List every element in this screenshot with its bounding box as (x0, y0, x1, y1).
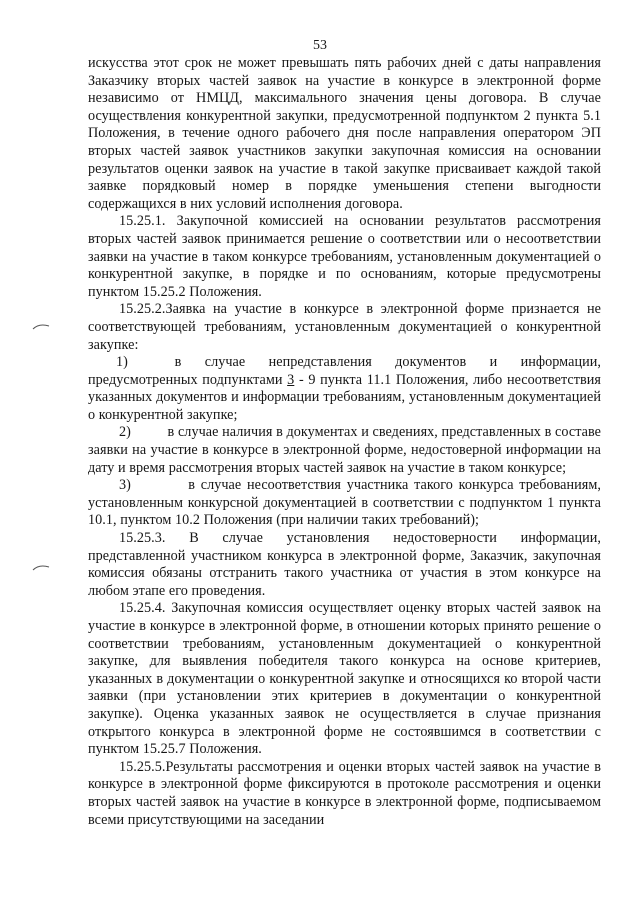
margin-pencil-mark (32, 322, 50, 330)
paragraph-15-25-4: 15.25.4. Закупочная комиссия осуществляет оценку вторых частей заявок на участие в конкурсе в электронной форме, в отношении которых принято решение о соответствии требованиям, установленным документацией о конкурентной закупке, для выявления победителя такого конкурса на основе критериев, указанных в документации о конкурентной закупке и относящихся ко второй части заявки (при установлении этих критериев в документации о конкурентной закупке). Оценка указанных заявок не осуществляется в случае признания открытого конкурса в электронной форме не состоявшимся в соответствии с пунктом 15.25.7 Положения. (88, 600, 601, 758)
margin-mark-stroke (32, 563, 50, 571)
list-item-1-text-start: 1) в случае непредставления документов и информации, предусмотренных подпунктами (88, 354, 605, 388)
margin-mark-stroke (32, 322, 50, 330)
list-item-1 (88, 354, 605, 424)
list-item-1-text-end: - 9 пункта 11.1 Положения, либо несоответствия указанных документов и информации требованиям, установленным документацией о конкурентной закупке; (88, 371, 605, 423)
margin-pencil-mark (32, 563, 50, 571)
list-item-3: 3) в случае несоответствия участника такого конкурса требованиям, установленным конкурсной документацией в соответствии с подпунктом 1 пункта 10.1, пунктом 10.2 Положения (при наличии таких требований); (88, 477, 605, 529)
document-body (88, 55, 605, 829)
paragraph-15-25-1: 15.25.1. Закупочной комиссией на основании результатов рассмотрения вторых частей заявок принимается решение о соответствии или о несоответствии заявки на участие в таком конкурсе требованиям, установленным документацией о конкурентной закупке, в порядке и по основаниям, которые предусмотрены пунктом 15.25.2 Положения. (88, 213, 601, 300)
list-item-1-underlined-number: 3 (287, 371, 295, 388)
list-item-2: 2) в случае наличия в документах и сведениях, представленных в составе заявки на участие в конкурсе в электронной форме, недостоверной информации на дату и время рассмотрения вторых частей заявок на участие в таком конкурсе; (88, 424, 605, 476)
paragraph-15-25-5: 15.25.5.Результаты рассмотрения и оценки вторых частей заявок на участие в конкурсе в электронной форме фиксируются в протоколе рассмотрения и оценки вторых частей заявок на участие в конкурсе в электронной форме, подписываемом всеми присутствующими на заседании (88, 758, 601, 828)
paragraph-continued: искусства этот срок не может превышать пять рабочих дней с даты направления Заказчику вторых частей заявок на участие в конкурсе в электронной форме независимо от НМЦД, максимального значения цены договора. В случае осуществления конкурентной закупки, предусмотренной подпунктом 2 пункта 5.1 Положения, в течение одного рабочего дня после направления оператором ЭП вторых частей заявок участников закупки закупочная комиссия на основании результатов оценки заявок на участие в такой закупке присваивает каждой такой заявке порядковый номер в порядке уменьшения степени выгодности содержащихся в них условий исполнения договора. (88, 55, 601, 212)
paragraph-15-25-3: 15.25.3. В случае установления недостоверности информации, представленной участником конкурса в электронной форме, Заказчик, закупочная комиссия обязаны отстранить такого участника от участия в этом конкурсе на любом этапе его проведения. (88, 530, 601, 599)
page-number: 53 (313, 38, 327, 53)
paragraph-15-25-2: 15.25.2.Заявка на участие в конкурсе в электронной форме признается не соответствующей требованиям, установленным документацией о конкурентной закупке: (88, 301, 601, 353)
